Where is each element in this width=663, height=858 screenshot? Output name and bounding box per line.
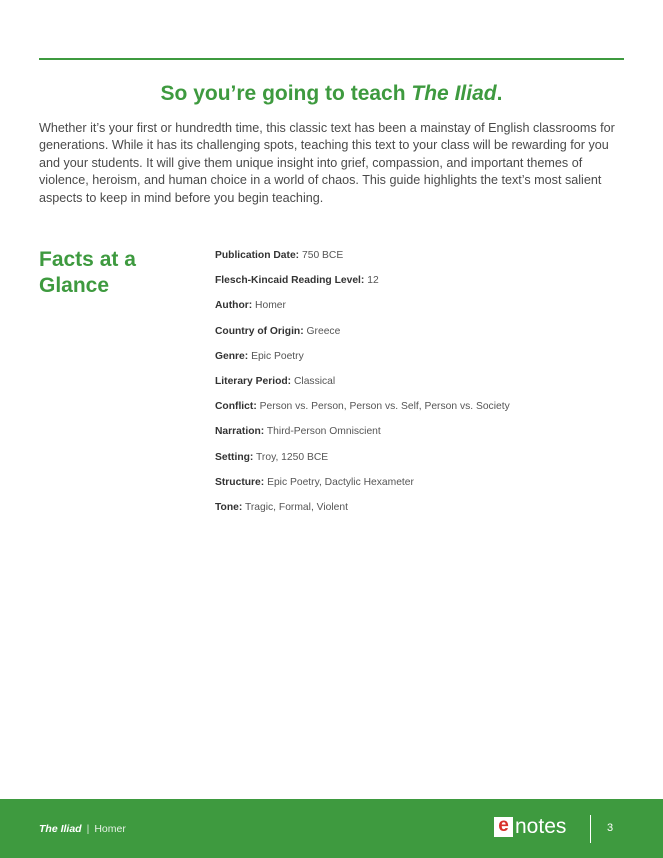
fact-label: Literary Period: — [215, 375, 292, 387]
footer-book-title: The Iliad — [39, 823, 82, 835]
fact-publication-date — [215, 249, 635, 274]
intro-paragraph: Whether it’s your first or hundredth time, this classic text has been a mainstay of English classrooms for generations. While it has its challenging spots, teaching this text to your class will be rewarding for you and your students. It will give them unique insight into grief, compassion, and important themes of violence, heroism, and human choice in a world of chaos. This guide highlights the text’s most salient aspects to keep in mind before you begin teaching. — [39, 121, 615, 205]
fact-label: Setting: — [215, 451, 254, 463]
fact-genre — [215, 350, 635, 375]
fact-author — [215, 299, 635, 324]
fact-literary-period — [215, 375, 635, 400]
footer-separator: | — [86, 823, 90, 835]
page-footer — [0, 799, 663, 858]
fact-value: Epic Poetry — [251, 350, 304, 362]
fact-value: Third-Person Omniscient — [266, 426, 381, 438]
fact-setting — [215, 451, 635, 476]
facts-list — [215, 249, 635, 526]
facts-heading: Facts at a Glance — [39, 248, 136, 297]
title-book: The Iliad — [411, 82, 497, 105]
fact-value: Classical — [293, 375, 336, 387]
title-prefix: So you’re going to teach — [160, 82, 412, 105]
fact-label: Structure: — [215, 476, 265, 488]
fact-label: Narration: — [215, 426, 265, 438]
fact-label: Conflict: — [215, 401, 257, 413]
fact-value: Troy, 1250 BCE — [256, 451, 329, 463]
page-number: 3 — [607, 822, 614, 834]
logo-wordmark: notes — [515, 815, 567, 838]
top-rule — [39, 58, 624, 60]
fact-structure — [215, 476, 635, 501]
fact-value: 12 — [367, 275, 379, 287]
fact-label: Publication Date: — [215, 250, 300, 261]
fact-label: Author: — [215, 300, 253, 312]
footer-book-info — [39, 823, 126, 835]
footer-divider — [590, 815, 591, 843]
fact-value: Tragic, Formal, Violent — [244, 501, 348, 513]
fact-label: Flesch-Kincaid Reading Level: — [215, 275, 365, 287]
fact-narration — [215, 425, 635, 450]
fact-conflict — [215, 400, 635, 425]
fact-tone — [215, 501, 635, 526]
fact-country — [215, 325, 635, 350]
fact-value: 750 BCE — [301, 250, 344, 261]
fact-value: Greece — [306, 325, 341, 337]
fact-value: Epic Poetry, Dactylic Hexameter — [267, 476, 414, 488]
fact-label: Country of Origin: — [215, 325, 304, 337]
page-title — [39, 80, 624, 108]
fact-value: Homer — [255, 300, 286, 312]
footer-author: Homer — [94, 823, 126, 835]
title-suffix: . — [496, 82, 503, 105]
fact-reading-level — [215, 274, 635, 299]
fact-value: Person vs. Person, Person vs. Self, Person vs. Society — [259, 401, 510, 413]
fact-label: Genre: — [215, 350, 249, 362]
fact-label: Tone: — [215, 501, 243, 513]
logo-e-mark: e — [494, 817, 513, 837]
